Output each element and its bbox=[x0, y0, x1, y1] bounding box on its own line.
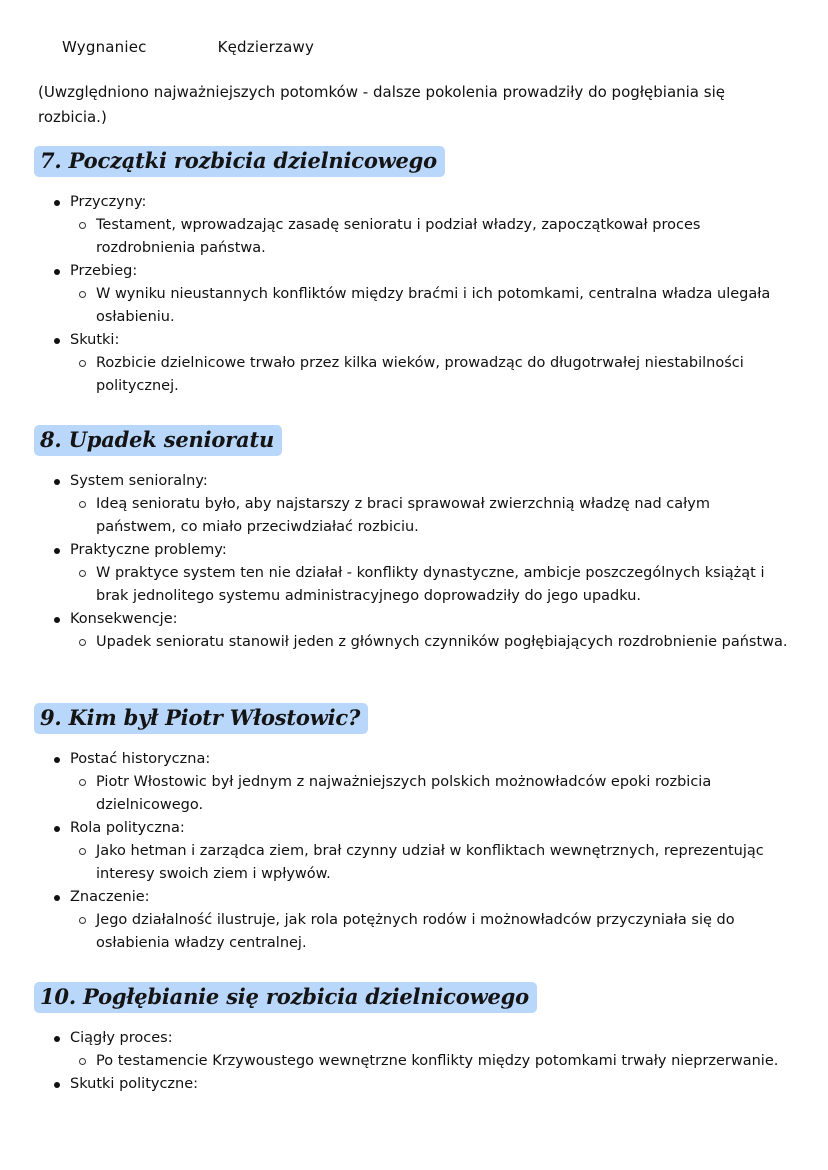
sub-item: Piotr Włostowic był jednym z najważniejszych polskich możnowładców epoki rozbicia dzielnicowego. bbox=[78, 771, 794, 817]
bullet-list bbox=[34, 470, 794, 654]
list-item bbox=[52, 1073, 794, 1096]
sub-item: Rozbicie dzielnicowe trwało przez kilka wieków, prowadząc do długotrwałej niestabilności politycznej. bbox=[78, 352, 794, 398]
item-label: Przebieg: bbox=[70, 263, 138, 279]
item-label: Przyczyny: bbox=[70, 194, 147, 210]
list-item bbox=[52, 329, 794, 398]
bullet-list bbox=[34, 1027, 794, 1096]
section-heading: 10. Pogłębianie się rozbicia dzielnicowego bbox=[34, 982, 537, 1013]
tree-footnote: (Uwzględniono najważniejszych potomków - dalsze pokolenia prowadziły do pogłębiania się rozbicia.) bbox=[38, 83, 725, 126]
family-tree-names bbox=[62, 38, 314, 56]
list-item bbox=[52, 608, 794, 654]
list-item bbox=[52, 817, 794, 886]
tree-name-kedzierzawy: Kędzierzawy bbox=[217, 38, 315, 56]
section-9 bbox=[34, 703, 794, 955]
list-item bbox=[52, 748, 794, 817]
item-label: Rola polityczna: bbox=[70, 820, 185, 836]
bullet-list bbox=[34, 191, 794, 398]
list-item bbox=[52, 539, 794, 608]
sub-item: Po testamencie Krzywoustego wewnętrzne konflikty między potomkami trwały nieprzerwanie. bbox=[78, 1050, 794, 1073]
item-label: Konsekwencje: bbox=[70, 611, 178, 627]
section-heading: 9. Kim był Piotr Włostowic? bbox=[34, 703, 368, 734]
sub-item: Jego działalność ilustruje, jak rola potężnych rodów i możnowładców przyczyniała się do osłabienia władzy centralnej. bbox=[78, 909, 794, 955]
section-7 bbox=[34, 146, 794, 398]
bullet-list bbox=[34, 748, 794, 955]
section-10 bbox=[34, 982, 794, 1096]
sub-item: W wyniku nieustannych konfliktów między braćmi i ich potomkami, centralna władza ulegała osłabieniu. bbox=[78, 283, 794, 329]
item-label: Praktyczne problemy: bbox=[70, 542, 227, 558]
item-label: Postać historyczna: bbox=[70, 751, 211, 767]
item-label: Skutki: bbox=[70, 332, 120, 348]
sub-item: W praktyce system ten nie działał - konflikty dynastyczne, ambicje poszczególnych książąt i brak jednolitego systemu administracyjnego doprowadziły do jego upadku. bbox=[78, 562, 794, 608]
tree-name-wygnaniec: Wygnaniec bbox=[62, 38, 147, 56]
list-item bbox=[52, 886, 794, 955]
sub-item: Ideą senioratu było, aby najstarszy z braci sprawował zwierzchnią władzę nad całym państwem, co miało przeciwdziałać rozbiciu. bbox=[78, 493, 794, 539]
item-label: System senioralny: bbox=[70, 473, 208, 489]
list-item bbox=[52, 1027, 794, 1073]
item-label: Znaczenie: bbox=[70, 889, 150, 905]
sub-item: Testament, wprowadzając zasadę senioratu i podział władzy, zapoczątkował proces rozdrobnienia państwa. bbox=[78, 214, 794, 260]
item-label: Ciągły proces: bbox=[70, 1030, 173, 1046]
section-8 bbox=[34, 425, 794, 654]
sub-item: Jako hetman i zarządca ziem, brał czynny udział w konfliktach wewnętrznych, reprezentując interesy swoich ziem i wpływów. bbox=[78, 840, 794, 886]
item-label: Skutki polityczne: bbox=[70, 1076, 199, 1092]
list-item bbox=[52, 260, 794, 329]
list-item bbox=[52, 191, 794, 260]
section-heading: 8. Upadek senioratu bbox=[34, 425, 282, 456]
list-item bbox=[52, 470, 794, 539]
sub-item: Upadek senioratu stanowił jeden z głównych czynników pogłębiających rozdrobnienie państwa. bbox=[78, 631, 794, 654]
section-heading: 7. Początki rozbicia dzielnicowego bbox=[34, 146, 445, 177]
